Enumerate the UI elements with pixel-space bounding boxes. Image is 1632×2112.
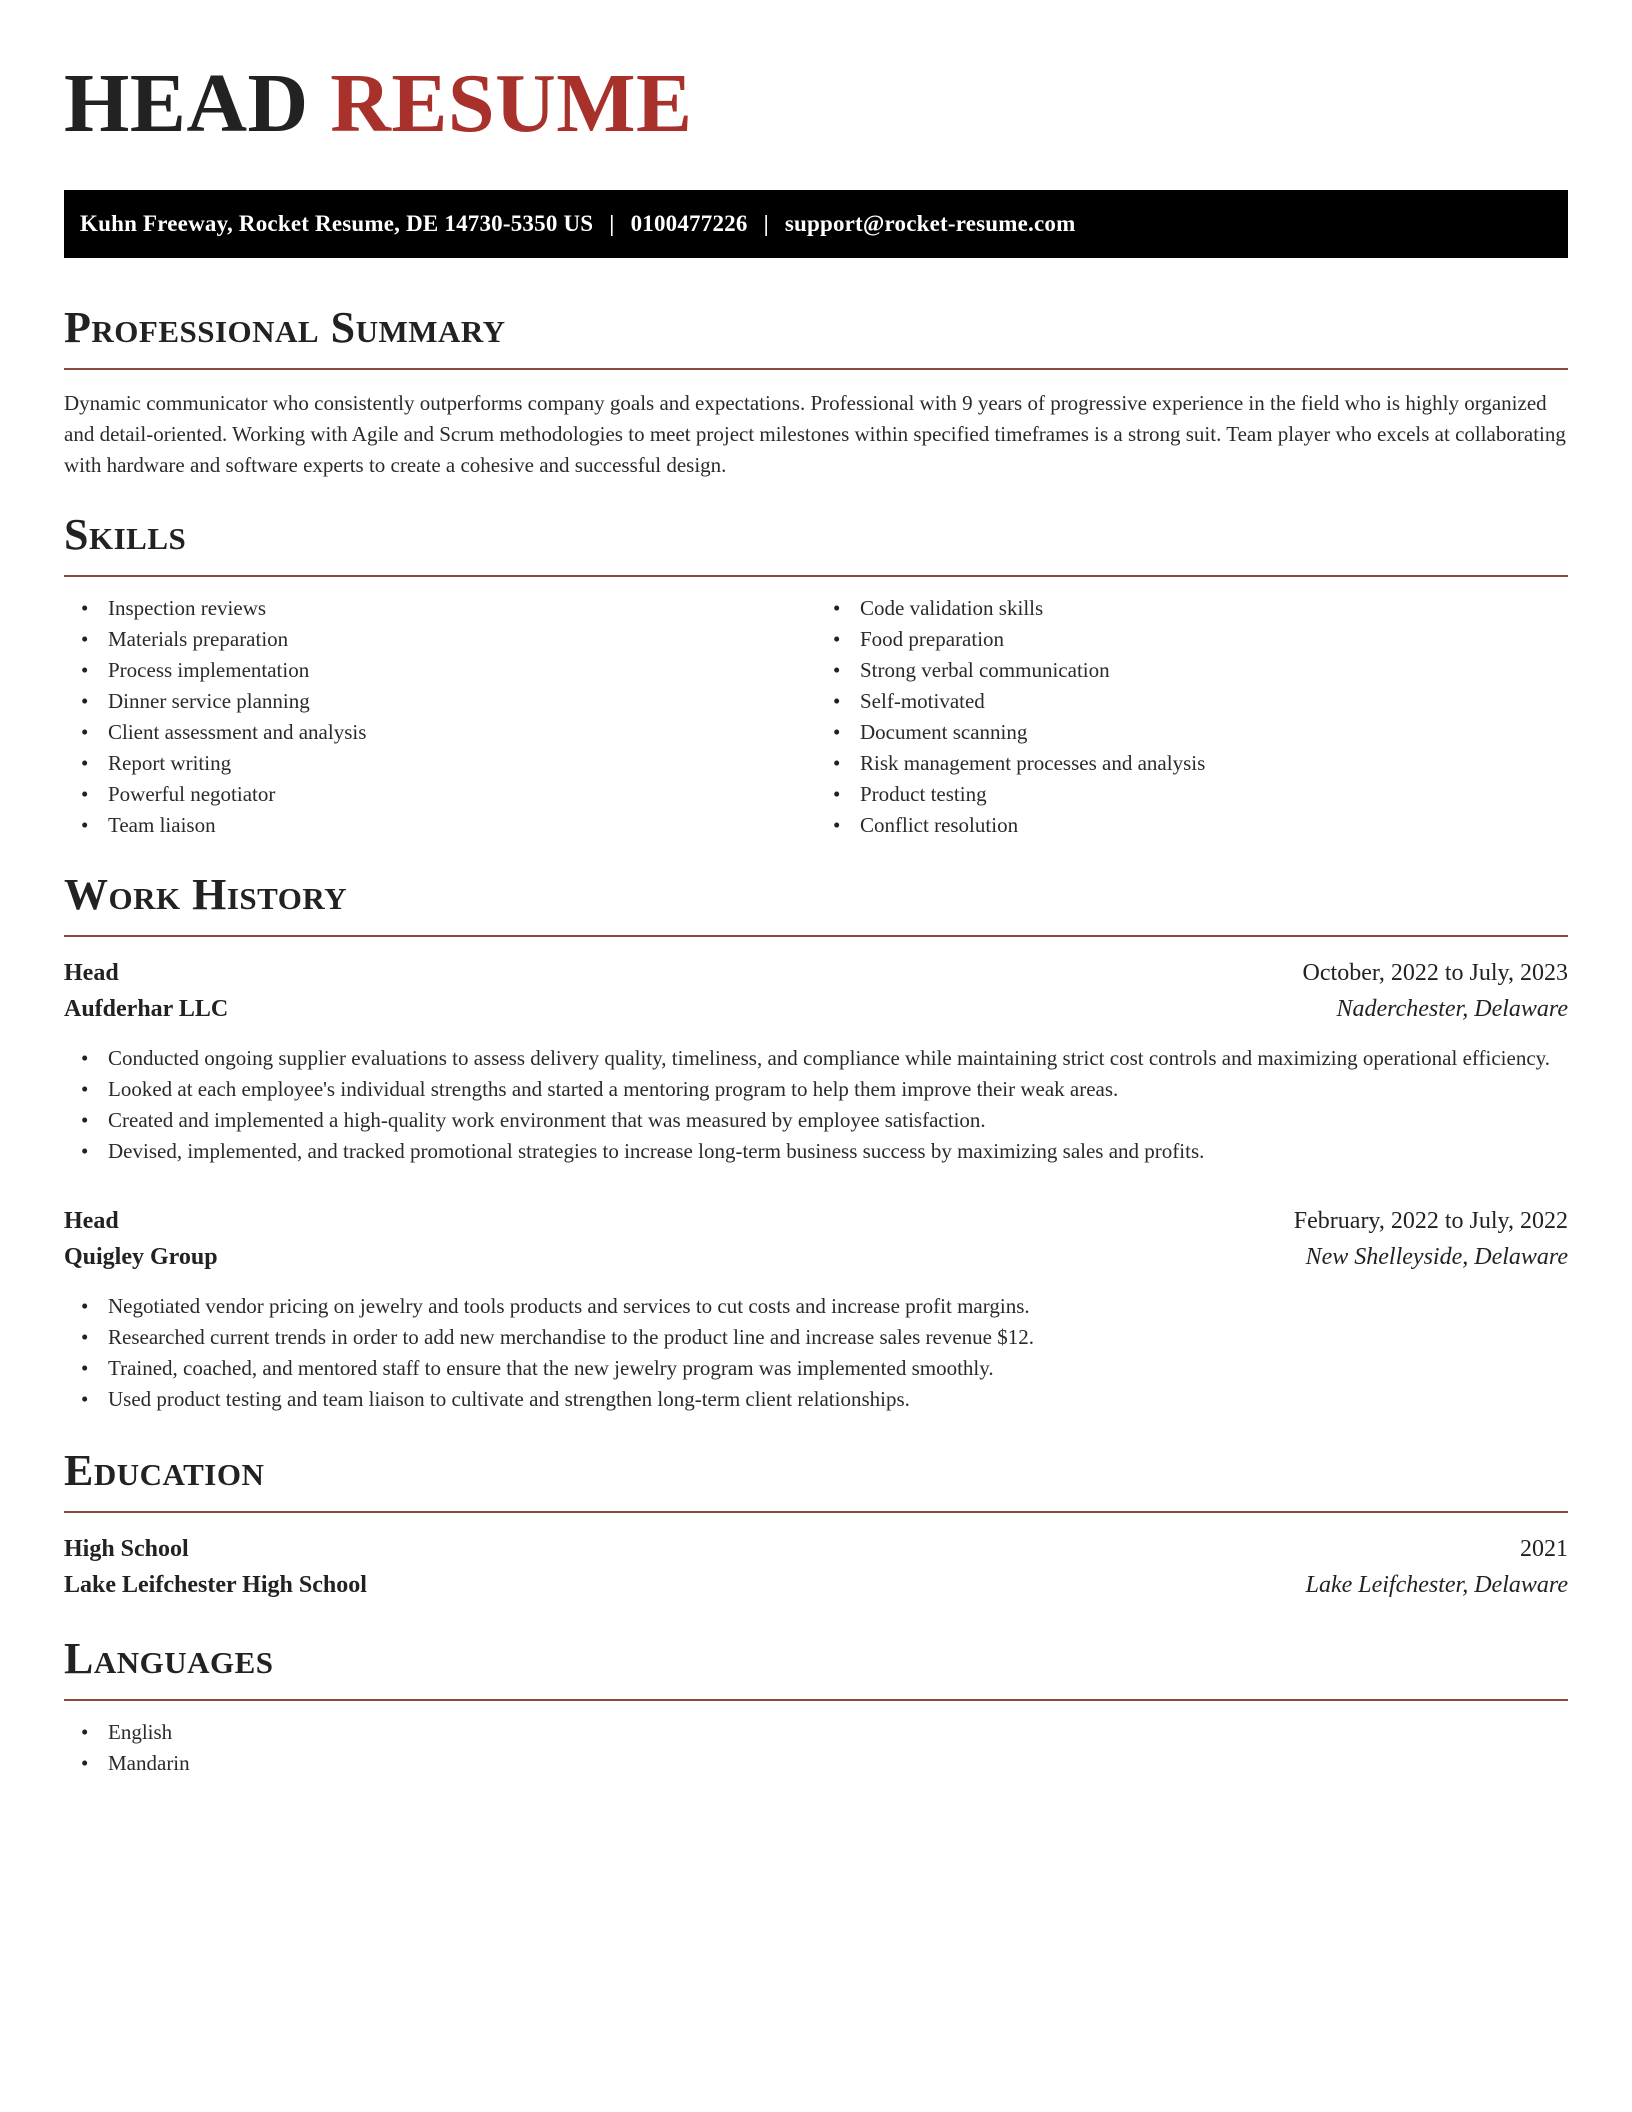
skill-item: • Process implementation [64,655,816,686]
job-bullet: • Used product testing and team liaison to cultivate and strengthen long-term client relationships. [64,1384,1568,1415]
education-year: 2021 [1520,1536,1568,1562]
job-entry [64,1203,1568,1415]
summary-section [64,302,1568,481]
section-divider [64,368,1568,370]
education-school: Lake Leifchester High School [64,1572,367,1598]
job-location: Naderchester, Delaware [1336,996,1568,1022]
education-degree-row [64,1531,1568,1567]
job-bullet: • Conducted ongoing supplier evaluations to assess delivery quality, timeliness, and compliance while maintaining strict cost controls and maximizing operational efficiency. [64,1043,1568,1074]
languages-section [64,1633,1568,1779]
section-divider [64,935,1568,937]
contact-separator: | [609,211,615,236]
skill-item: • Team liaison [64,810,816,841]
job-bullet: • Negotiated vendor pricing on jewelry and tools products and services to cut costs and increase profit margins. [64,1291,1568,1322]
section-divider [64,1699,1568,1701]
job-header-row [64,955,1568,991]
job-company: Aufderhar LLC [64,996,229,1022]
skill-item: • Client assessment and analysis [64,717,816,748]
contact-address: Kuhn Freeway, Rocket Resume, DE 14730-5350 US [80,211,594,236]
language-item: • Mandarin [64,1748,1568,1779]
section-title-summary: Professional Summary [64,303,506,352]
skill-item: • Strong verbal communication [816,655,1568,686]
job-bullet: • Researched current trends in order to add new merchandise to the product line and increase sales revenue $12. [64,1322,1568,1353]
education-location: Lake Leifchester, Delaware [1305,1572,1568,1598]
job-dates: February, 2022 to July, 2022 [1293,1208,1568,1234]
job-position: Head [64,960,119,986]
skill-item: • Self-motivated [816,686,1568,717]
section-divider [64,575,1568,577]
skill-item: • Conflict resolution [816,810,1568,841]
skill-item: • Risk management processes and analysis [816,748,1568,779]
contact-email: support@rocket-resume.com [784,211,1076,236]
job-bullet: • Devised, implemented, and tracked promotional strategies to increase long-term business success by maximizing sales and profits. [64,1136,1568,1167]
summary-text: Dynamic communicator who consistently outperforms company goals and expectations. Professional with 9 years of progressive experience in the field who is highly organized and detail-oriented. Working with Agile and Scrum methodologies to meet project milestones within specified timeframes is a strong suit. Team player who excels at collaborating with hardware and software experts to create a cohesive and successful design. [64,391,1566,477]
job-company-row [64,1239,1568,1275]
job-bullet: • Created and implemented a high-quality work environment that was measured by employee satisfaction. [64,1105,1568,1136]
skill-item: • Code validation skills [816,593,1568,624]
skill-item: • Food preparation [816,624,1568,655]
skills-column-left [64,593,816,841]
education-school-row [64,1567,1568,1603]
skill-item: • Inspection reviews [64,593,816,624]
section-title-languages: Languages [64,1634,274,1683]
section-title-skills: Skills [64,510,187,559]
language-list [64,1717,1568,1779]
section-title-education: Education [64,1446,265,1495]
name-last: RESUME [330,57,693,150]
section-title-work-history: Work History [64,870,348,919]
skill-item: • Product testing [816,779,1568,810]
job-dates: October, 2022 to July, 2023 [1302,960,1568,986]
job-position: Head [64,1208,119,1234]
education-degree: High School [64,1536,189,1562]
job-location: New Shelleyside, Delaware [1305,1244,1568,1270]
contact-phone: 0100477226 [630,211,748,236]
section-divider [64,1511,1568,1513]
job-company-row [64,991,1568,1027]
skill-item: • Document scanning [816,717,1568,748]
job-entry [64,955,1568,1167]
work-history-section [64,869,1568,1415]
language-item: • English [64,1717,1568,1748]
education-entry [64,1531,1568,1603]
resume-name [64,56,1568,152]
job-bullet-list [64,1043,1568,1167]
skills-grid [64,593,1568,841]
job-bullet: • Looked at each employee's individual strengths and started a mentoring program to help them improve their weak areas. [64,1074,1568,1105]
skill-item: • Materials preparation [64,624,816,655]
education-section [64,1445,1568,1603]
job-bullet-list [64,1291,1568,1415]
skill-item: • Report writing [64,748,816,779]
skills-column-right [816,593,1568,841]
skills-section [64,509,1568,841]
skill-item: • Powerful negotiator [64,779,816,810]
contact-separator: | [763,211,769,236]
job-header-row [64,1203,1568,1239]
contact-bar [64,190,1568,258]
job-company: Quigley Group [64,1244,218,1270]
job-bullet: • Trained, coached, and mentored staff to ensure that the new jewelry program was implemented smoothly. [64,1353,1568,1384]
skill-item: • Dinner service planning [64,686,816,717]
name-first: HEAD [64,57,309,150]
